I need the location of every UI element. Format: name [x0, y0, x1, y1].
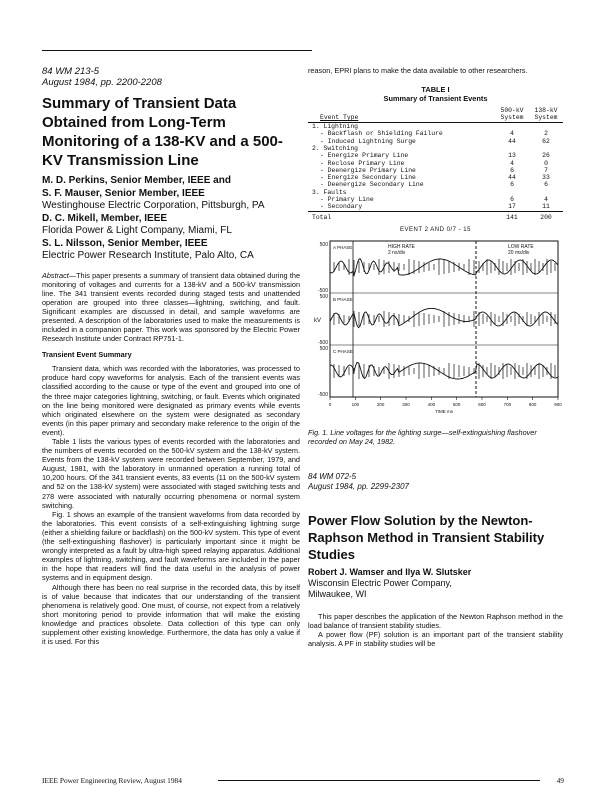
table-total-row [308, 211, 563, 221]
article-title: Summary of Transient Data Obtained from Long-Term Monitoring of a 138-KV and a 500-KV Transmission Line [42, 95, 283, 169]
total-500kv-cell: 141 [495, 211, 529, 221]
events-table [308, 106, 563, 221]
table-body [308, 123, 563, 221]
x-tick-label: 600 [478, 401, 486, 407]
x-tick-label: 700 [503, 401, 512, 407]
phase-label: A PHASE [333, 244, 353, 250]
paper-number: 84 WM 213-5 [42, 66, 100, 77]
paper-reference-2 [308, 472, 563, 492]
author-affiliation: Westinghouse Electric Corporation, Pittsburgh, PA [42, 200, 265, 211]
waveform-plot [308, 235, 563, 420]
abstract-text: —This paper presents a summary of transient data obtained during the monitoring of voltages and currents for a 138-kV and a 500-kV transmission line. The 341 transient events recorded during staged tests and unattended operation are grouped into three classes—lightning, switching, and fault. Significant examples are discussed in detail, and sample waveforms are presented. A description of the laboratories used to make the measurements is included in a companion paper. This work was sponsored by the Electric Power Research Institute under Contract RP751-1. [42, 270, 300, 344]
table-number: TABLE I [421, 85, 450, 95]
count-138kv-cell: 4 [544, 196, 548, 204]
high-rate-label: HIGH RATE [388, 243, 415, 250]
event-type-cell: - Induced Lightning Surge [320, 137, 416, 145]
affiliation-2 [308, 578, 563, 600]
table-row [308, 203, 563, 211]
event-type-cell: - Deenergize Primary Line [320, 166, 416, 174]
y-tick-label: 500 [319, 345, 328, 352]
y-tick-label: 500 [319, 241, 328, 248]
x-tick-label: 300 [402, 401, 410, 407]
table-row [308, 138, 563, 145]
event-type-cell: 3. Faults [312, 188, 347, 196]
event-type-cell: - Primary Line [320, 196, 374, 204]
total-138kv-cell: 200 [529, 211, 563, 221]
count-138kv-cell [529, 189, 563, 196]
article-title-2: Power Flow Solution by the Newton-Raphson Method in Transient Stability Studies [308, 512, 545, 562]
author-name: M. D. Perkins, Senior Member, IEEE and [42, 175, 231, 186]
count-138kv-cell: 6 [544, 181, 548, 189]
x-tick-label: 400 [427, 401, 436, 407]
y-tick-label: 500 [319, 293, 328, 300]
table-row [308, 181, 563, 188]
author-name: S. L. Nilsson, Senior Member, IEEE [42, 237, 208, 249]
author-block [42, 175, 300, 263]
count-138kv-cell: 62 [542, 137, 550, 145]
x-tick-label: 100 [351, 401, 360, 407]
count-500kv-cell [495, 189, 529, 196]
table-title [308, 85, 563, 103]
affiliation-line: Milwaukee, WI [308, 588, 367, 599]
event-type-cell: 2. Switching [312, 144, 359, 152]
continued-paragraph: reason, EPRI plans to make the data available to other researchers. [308, 66, 528, 75]
x-axis-label: TIME ms [435, 408, 453, 414]
phase-label: B PHASE [333, 296, 353, 302]
table-row [308, 152, 563, 159]
count-500kv-cell [495, 145, 529, 152]
figure-caption: Fig. 1. Line voltages for the lighting surge—self-extinguishing flashover recorded on May 24, 1982. [308, 427, 537, 446]
affiliation-line: Wisconsin Electric Power Company, [308, 577, 452, 588]
paper-date-pages-2: August 1984, pp. 2299-2307 [308, 481, 409, 491]
count-138kv-cell: 11 [542, 203, 550, 211]
count-500kv-cell: 4 [510, 159, 514, 167]
table-row [308, 174, 563, 181]
page-number: 49 [556, 776, 564, 785]
count-500kv-cell: 6 [510, 181, 514, 189]
paper-date-pages: August 1984, pp. 2200-2208 [42, 77, 162, 88]
y-tick-label: -500 [317, 287, 328, 294]
low-rate-label: LOW RATE [508, 243, 534, 250]
journal-name: IEEE Power Engineering Review, August 1984 [42, 776, 182, 785]
body-paragraph: Table 1 lists the various types of events recorded with the laboratories and the numbers of events recorded on the 500-kV system and the 138-kV system. Events from the 138-kV system were recorded between September, 1979, and August, 1981, with the laboratory in unmanned operation a running total of 10,200 hours. Of the 341 transient events, 83 events (11 on the 500-kV system and 52 on the 138-kV system) were associated with staged switching tests and 278 were associated with naturally occurring phenomena or normal system switching. [42, 437, 300, 510]
authors-2: Robert J. Wamser and Ilya W. Slutsker [308, 566, 472, 577]
body-paragraph: Although there has been no real surprise in the recorded data, this by itself is of value because that indicates that our understanding of the transient phenomena is relatively good. One must, of course, not expect from a relatively short monitoring period to provide information that will make the existing knowledge and practices obsolete. Data collection of this type can only supplement other existing knowledge. Furthermore, the data has only a value if it is used. For this [42, 582, 300, 647]
abstract [42, 271, 300, 344]
table-row [308, 167, 563, 174]
event-type-cell: - Backflash or Shielding Failure [320, 130, 443, 138]
table-row [308, 145, 563, 152]
count-500kv-cell: 17 [508, 203, 516, 211]
count-138kv-cell: 26 [542, 152, 550, 160]
phase-label: C PHASE [333, 348, 353, 354]
section-heading: Transient Event Summary [42, 350, 132, 360]
y-tick-label: -500 [317, 339, 328, 346]
total-label-cell: Total [308, 211, 495, 221]
author-affiliation: Florida Power & Light Company, Miami, FL [42, 225, 232, 236]
count-500kv-cell: 6 [510, 196, 514, 204]
page-footer [42, 776, 564, 785]
column-header-500kv: 500-kV System [500, 107, 524, 122]
kv-axis-label: kV [314, 317, 322, 324]
figure-event-label: EVENT 2 AND 0/7 - 15 [400, 226, 471, 233]
x-tick-label: 0 [328, 401, 332, 407]
table-caption: Summary of Transient Events [383, 94, 488, 104]
count-500kv-cell: 13 [508, 152, 516, 160]
abstract-label: Abstract [42, 270, 69, 280]
body-paragraph-2: This paper describes the application of the Newton Raphson method in the load balance of transient stability studies. [308, 611, 563, 631]
count-500kv-cell: 4 [510, 130, 514, 138]
body-paragraph-2: A power flow (PF) solution is an important part of the transient stability analysis. A PF in stability studies will be [308, 630, 563, 649]
table-row [308, 196, 563, 203]
count-500kv-cell: 6 [510, 166, 514, 174]
y-tick-label: -500 [317, 391, 328, 398]
count-500kv-cell [495, 123, 529, 131]
event-type-cell: - Energize Secondary Line [320, 174, 416, 182]
table-row [308, 160, 563, 167]
x-tick-label: 500 [452, 401, 461, 407]
author-name: S. F. Mauser, Senior Member, IEEE [42, 187, 205, 199]
footer-rule [218, 780, 540, 781]
column-header-event-type: Event Type [320, 114, 359, 122]
x-tick-label: 900 [554, 401, 562, 407]
count-500kv-cell: 44 [508, 174, 516, 182]
author-name: D. C. Mikell, Member, IEEE [42, 212, 168, 224]
author-affiliation: Electric Power Research Institute, Palo Alto, CA [42, 250, 254, 261]
x-tick-label: 800 [528, 401, 537, 407]
waveform-figure [308, 235, 563, 425]
left-column [42, 66, 300, 646]
event-type-cell: - Deenergize Secondary Line [320, 181, 424, 189]
x-tick-label: 200 [376, 401, 385, 407]
table-row [308, 130, 563, 137]
table-row [308, 189, 563, 196]
count-138kv-cell: 7 [544, 166, 548, 174]
body-paragraph: Transient data, which was recorded with the laboratories, was processed to produce hard copy waveforms for analysis. Each of the transient events was classified according to the cause or type of the event and grouped into one of the three major categories lightning, switching, or fault. Events which originated on the line being monitored were designated as primary events while events which originated elsewhere on the system were designated as secondary events (in this paper primary and secondary make reference to the origin of the event). [42, 364, 300, 437]
paper-reference [42, 66, 300, 88]
top-rule [42, 50, 312, 51]
high-rate-unit: 2 ns/div [388, 249, 406, 256]
event-type-cell: - Secondary [320, 203, 363, 211]
event-type-cell: - Reclose Primary Line [320, 159, 405, 167]
count-138kv-cell [529, 145, 563, 152]
body-paragraph: Fig. 1 shows an example of the transient waveforms from data recorded by the laboratories. This event consists of a self-extinguishing lightning surge (either a shielding failure or backflash) on the 500-kV system. This type of event (the self-extinguishing flashover) is particularly important since it might be wrongly interpreted as a fault by ultra-high speed relaying apparatus. Additional examples of lightning, switching, and fault waveforms are included in the paper in the hope that readers will find the data useful in the analysis of power systems and in equipment design. [42, 509, 300, 583]
count-138kv-cell [529, 123, 563, 131]
table-row [308, 123, 563, 131]
count-138kv-cell: 33 [542, 174, 550, 182]
low-rate-unit: 20 ms/div [508, 249, 530, 256]
table-header-row [308, 106, 563, 123]
paper-number-2: 84 WM 072-5 [308, 471, 357, 481]
column-header-138kv: 138-kV System [534, 107, 558, 122]
count-138kv-cell: 0 [544, 159, 548, 167]
count-500kv-cell: 44 [508, 137, 516, 145]
event-type-cell: 1. Lightning [312, 123, 359, 131]
event-type-cell: - Energize Primary Line [320, 152, 409, 160]
count-138kv-cell: 2 [544, 130, 548, 138]
right-column [308, 66, 563, 648]
